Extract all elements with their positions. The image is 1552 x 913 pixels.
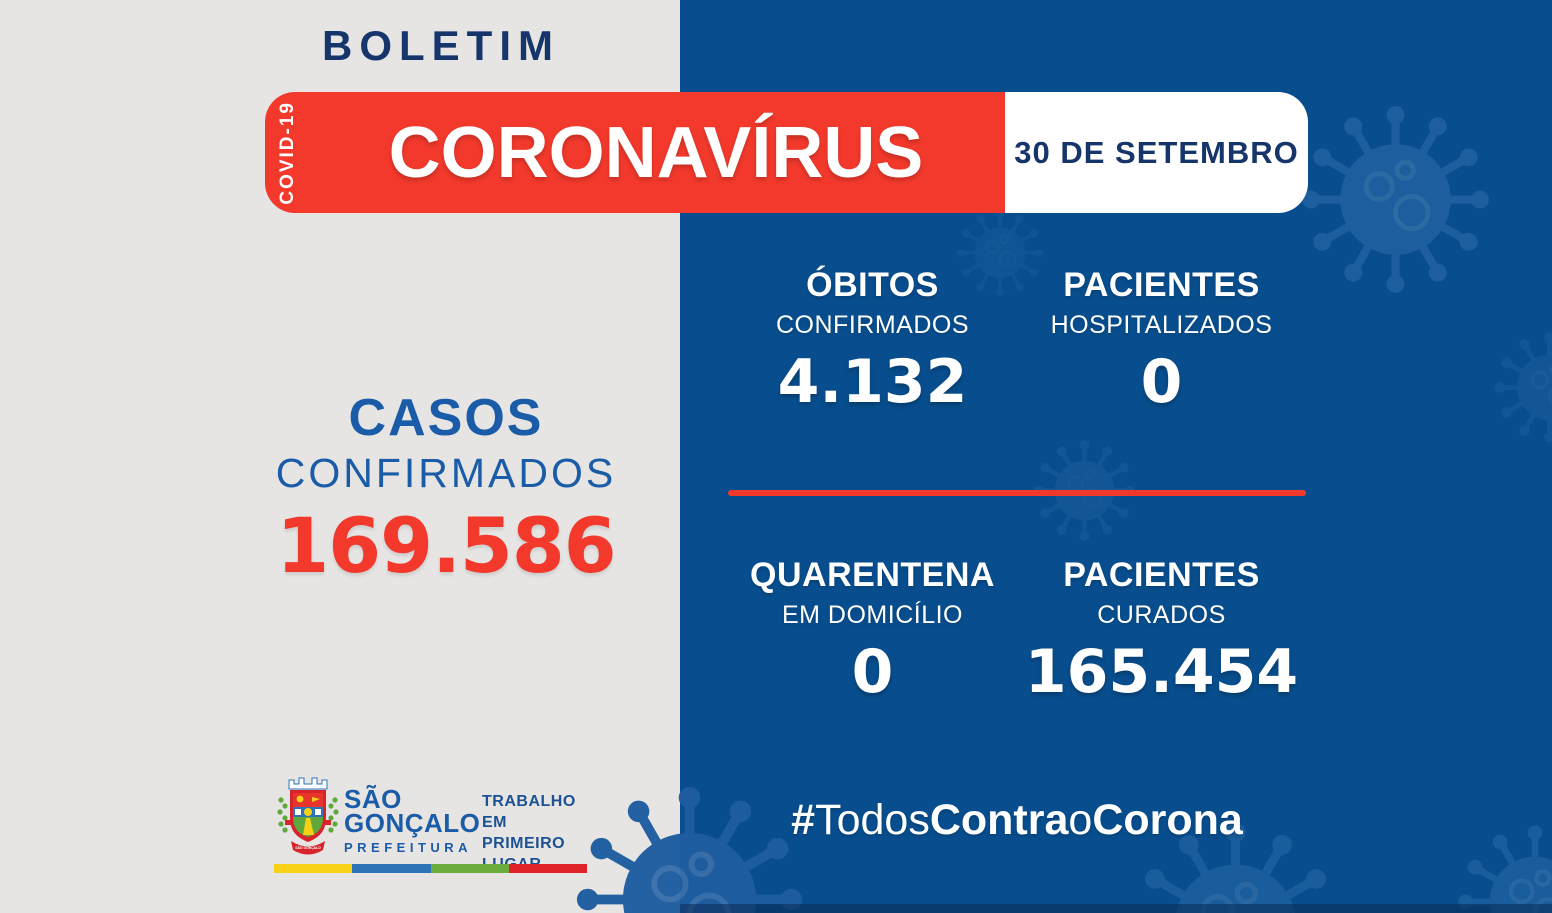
- stats-row-bottom: [728, 556, 1306, 707]
- stat-title: QUARENTENA: [750, 556, 995, 594]
- cases-sublabel: CONFIRMADOS: [275, 450, 617, 496]
- banner-title: CORONAVÍRUS: [388, 112, 924, 193]
- crest-ribbon-text: SÃO GONÇALO: [295, 846, 321, 850]
- stripe-red: [509, 864, 587, 873]
- date-badge: [1005, 92, 1308, 213]
- banner-red-section: [265, 92, 1005, 213]
- city-slogan: TRABALHO EM PRIMEIRO: [482, 793, 576, 852]
- stat-value: 0: [851, 636, 894, 707]
- cases-label: CASOS: [348, 389, 544, 447]
- stat-quarantine: [728, 556, 1017, 707]
- brand-color-stripe: [274, 864, 587, 873]
- city-name: SÃO GONÇALO PREFEITURA: [344, 784, 481, 855]
- stat-subtitle: EM DOMICÍLIO: [781, 600, 963, 629]
- stat-value: 0: [1140, 346, 1183, 417]
- stat-value: 165.454: [1024, 636, 1299, 707]
- bottom-shade-strip: [680, 904, 1552, 913]
- stat-cured: [1017, 556, 1306, 707]
- stripe-green: [431, 864, 509, 873]
- stat-title: PACIENTES: [1063, 556, 1260, 594]
- virus-icon: [1298, 102, 1493, 297]
- campaign-hashtag: #TodosContraoCorona: [791, 796, 1243, 844]
- stripe-yellow: [274, 864, 352, 873]
- stat-subtitle: CONFIRMADOS: [776, 310, 969, 339]
- stat-subtitle: CURADOS: [1097, 600, 1226, 629]
- stripe-blue: [352, 864, 430, 873]
- confirmed-cases-block: [228, 389, 664, 590]
- masthead-title: BOLETIM: [322, 22, 560, 69]
- covid19-vertical-label: COVID-19: [277, 100, 298, 205]
- city-coat-of-arms-icon: [276, 768, 340, 860]
- stat-deaths: [728, 266, 1017, 417]
- date-text: 30 DE SETEMBRO: [1014, 134, 1299, 170]
- stats-row-top: [728, 266, 1306, 417]
- stat-title: ÓBITOS: [806, 266, 939, 304]
- prefeitura-label: PREFEITURA: [344, 840, 473, 855]
- cases-value: 169.586: [276, 501, 616, 590]
- virus-icon: [1455, 822, 1552, 913]
- stat-subtitle: HOSPITALIZADOS: [1050, 310, 1273, 339]
- virus-icon: [1492, 330, 1552, 445]
- stat-title: PACIENTES: [1063, 266, 1260, 304]
- stat-hospitalized: [1017, 266, 1306, 417]
- stat-value: 4.132: [777, 346, 968, 417]
- coronavirus-banner: [265, 92, 1308, 213]
- red-divider-line: [728, 490, 1306, 496]
